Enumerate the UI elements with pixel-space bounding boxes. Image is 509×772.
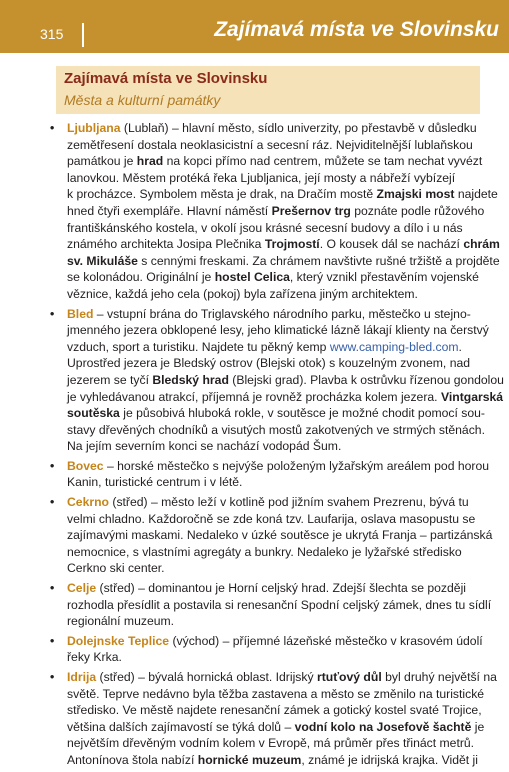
web-link[interactable]: www.camping-bled.com	[329, 339, 459, 354]
text-line	[67, 494, 480, 511]
text-line	[67, 389, 504, 406]
body-text: je	[471, 719, 485, 734]
text-line	[67, 372, 504, 389]
body-text: – vstupní brána do Triglavského národního parku, městečko u stejno-	[93, 306, 471, 321]
highlight-term: hrad	[136, 154, 164, 169]
text-line	[67, 322, 489, 339]
body-text: františkánského kostela, v okolí jsou krásné secesní budovy a dílo i u nás	[67, 220, 463, 235]
text-line	[67, 306, 480, 323]
highlight-term: rtuťový důl	[316, 670, 382, 684]
body-text: je působivá hluboká rokle, v soutěsce je možné chodit pomocí sou-	[119, 406, 485, 421]
text-line	[67, 458, 490, 475]
header-divider	[82, 23, 84, 47]
section-subtitle: Města a kulturní památky	[64, 92, 221, 108]
text-line	[67, 649, 480, 666]
body-text: regionální muzeum.	[67, 614, 175, 629]
highlight-term: Vintgarská	[440, 389, 504, 404]
body-text: vzduch, sport a turistiku. Najdete tu pěkný kemp	[67, 339, 330, 354]
text-line	[67, 269, 480, 286]
text-line	[67, 597, 492, 614]
section-title: Zajímavá místa ve Slovinsku	[64, 70, 268, 87]
page-number: 315	[40, 26, 64, 42]
body-text: Na jejím severním konci se nachází vodopád Šum.	[67, 439, 342, 454]
place-name: Idrija	[67, 670, 97, 684]
place-name: Dolejnske Teplice	[67, 633, 170, 648]
body-text: jezerem se tyčí	[67, 372, 153, 387]
list-item	[50, 633, 483, 666]
page-header	[0, 0, 509, 53]
body-text: (Blejski grad). Plavba k ostrůvku řízenou gondolou	[228, 372, 504, 387]
body-text: najdete	[454, 187, 498, 202]
body-text: poznáte podle růžového	[350, 203, 485, 218]
text-line	[67, 633, 483, 650]
body-text: s cennými freskami. Za chrámem navštivte rušné tržiště a projděte	[137, 253, 500, 268]
place-name: Celje	[67, 581, 97, 596]
text-line	[67, 511, 480, 528]
text-line	[67, 752, 480, 769]
body-text: řeky Krka.	[67, 650, 122, 665]
body-text: na kopci přímo nad centrem, můžete se tam nechat vyvézt	[163, 154, 483, 169]
section-heading-box	[56, 66, 480, 114]
body-text: zemětřesení dostala neoklasicistní a secesní ráz. Nejviditelnější lublaňskou	[67, 137, 473, 152]
body-text: (střed) – bývalá hornická oblast. Idrijský	[96, 670, 317, 684]
body-text: jmenného jezera obklopené lesy, jeho klimatické lázně lákají klienty na čerstvý	[67, 323, 489, 338]
text-line	[67, 438, 480, 455]
body-text: – horské městečko s nejvýše položeným lyžařským areálem pod horou	[103, 458, 490, 473]
text-line	[67, 702, 480, 719]
body-text: (střed) – město leží v kotlině pod jižním svahem Prezrenu, bývá tu	[109, 495, 469, 510]
text-line	[67, 560, 480, 577]
bullet-marker: •	[50, 495, 55, 510]
text-line	[67, 286, 480, 303]
body-text: Cerkno ski center.	[67, 561, 165, 576]
body-text: velmi chladno. Každoročně se zde koná tzv. Laufarija, oslava masopustu se	[67, 511, 476, 526]
text-line	[67, 153, 483, 170]
body-text: největším dřevěným vodním kolem v Evropě, má průměr přes třináct metrů.	[67, 736, 475, 751]
body-text: (střed) – dominantou je Horní celjský hrad. Zdejší šlechta se později	[96, 581, 467, 596]
body-text: známého architekta Josipa Plečnika	[67, 237, 265, 252]
text-line	[67, 544, 480, 561]
highlight-term: vodní kolo na Josefově šachtě	[294, 719, 472, 734]
highlight-term: Trojmostí	[264, 237, 320, 252]
body-text: rozhodla přesídlit a postavila si renesanční Spodní celjský zámek, dnes tu sídlí	[67, 597, 492, 612]
text-line	[67, 405, 485, 422]
text-line	[67, 186, 498, 203]
place-name: Bovec	[67, 458, 104, 473]
body-text: zajímavými maskami. Nedaleko v úzké soutěsce je ukrytá Franja – partizánská	[67, 528, 493, 543]
highlight-term: chrám	[463, 237, 500, 252]
body-text: k procházce. Symbolem města je drak, na Dračím mostě	[67, 187, 377, 202]
highlight-term: hostel Celica	[214, 270, 290, 285]
body-text: Antonínova štola nabízí	[67, 752, 198, 767]
text-line	[67, 422, 485, 439]
body-text: (Lublaň) – hlavní město, sídlo univerzity, po přestavbě v důsledku	[120, 121, 477, 135]
highlight-term: soutěska	[67, 406, 120, 421]
text-line	[67, 686, 485, 703]
list-item	[50, 494, 493, 577]
highlight-term: hornické muzeum	[197, 752, 302, 767]
text-line	[67, 735, 480, 752]
place-name: Cekrno	[67, 495, 109, 510]
list-item	[50, 669, 497, 769]
body-text: středisko. Ve městě najdete renesanční zámek a gotický kostel svaté Trojice,	[67, 703, 482, 718]
body-text: .	[458, 339, 462, 354]
bullet-marker: •	[50, 121, 55, 135]
text-line	[67, 120, 480, 137]
body-text: byl druhý největší na	[381, 670, 497, 684]
bullet-marker: •	[50, 670, 55, 684]
text-line	[67, 339, 480, 356]
list-item	[50, 458, 490, 491]
body-text: . O kousek dál se nachází	[319, 237, 464, 252]
text-line	[67, 474, 480, 491]
text-line	[67, 355, 480, 372]
body-text: , známé je idrijská krajka. Vidět ji	[301, 752, 478, 767]
text-line	[67, 203, 485, 220]
body-text: stavy dřevěných chodníků a visutých mostů zakotvených ve strmých stěnách.	[67, 422, 485, 437]
place-name: Bled	[67, 306, 94, 321]
bullet-marker: •	[50, 458, 55, 473]
body-text: většina dalších zajímavostí se týká dolů –	[67, 719, 295, 734]
highlight-term: Prešernov trg	[271, 203, 351, 218]
body-text: je vyhledávanou atrakcí, příjemná je rovněž procházka kolem jezera.	[67, 389, 441, 404]
highlight-term: sv. Mikuláše	[67, 253, 138, 268]
text-line	[67, 170, 480, 187]
list-item	[50, 306, 504, 455]
bullet-list	[50, 120, 504, 772]
text-line	[67, 137, 480, 154]
body-text: věznice, každá jeho cela (pokoj) byla zařízena jiným architektem.	[67, 286, 418, 301]
text-line	[67, 236, 500, 253]
body-text: Uprostřed jezera je Bledský ostrov (Blejski otok) s kouzelným zvonem, nad	[67, 356, 471, 371]
body-text: , který vznikl přestavěním vojenské	[289, 270, 479, 285]
body-text: se kolonádou. Originální je	[67, 270, 215, 285]
body-text: památkou je	[67, 154, 137, 169]
bullet-marker: •	[50, 581, 55, 596]
highlight-term: Zmajski most	[376, 187, 455, 202]
text-line	[67, 719, 485, 736]
header-title: Zajímavá místa ve Slovinsku	[214, 18, 499, 41]
text-line	[67, 580, 480, 597]
text-line	[67, 527, 493, 544]
list-item	[50, 580, 492, 630]
bullet-marker: •	[50, 633, 55, 648]
text-line	[67, 669, 497, 686]
text-line	[67, 220, 480, 237]
body-text: nemocnice, s vlastními agregáty a bunkry. Nedaleko je lyžařské středisko	[67, 544, 462, 559]
bullet-marker: •	[50, 306, 55, 321]
body-text: (východ) – příjemné lázeňské městečko v krasovém údolí	[169, 633, 483, 648]
text-line	[67, 253, 500, 270]
list-item	[50, 120, 500, 303]
body-text: lanovkou. Městem protéká řeka Ljubljanica, její mosty a nábřeží vybízejí	[67, 170, 456, 185]
body-text: Kanin, turistické centrum i v létě.	[67, 475, 243, 490]
highlight-term: Bledský hrad	[152, 372, 229, 387]
text-line	[67, 613, 480, 630]
body-text: hned čtyři exempláře. Hlavní náměstí	[67, 203, 272, 218]
place-name: Ljubljana	[67, 121, 121, 135]
body-text: světě. Teprve nedávno byla těžba zastavena a město se změnilo na turistické	[67, 686, 485, 701]
